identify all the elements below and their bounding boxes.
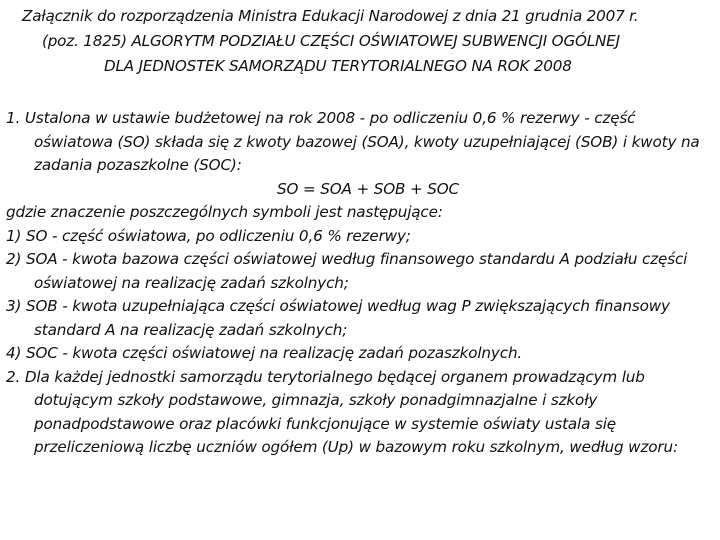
formula: SO = SOA + SOB + SOC: [277, 179, 459, 198]
paragraph-point-2: 2. Dla każdej jednostki samorządu terytorialnego będącej organem prowadzącym lub dotującym szkoły podstawowe, gimnazja, szkoły ponadgimnazjalne i szkoły ponadpodstawowe oraz placówki funkcjonujące w systemie oświaty ustala się przeliczeniową liczbę uczniów ogółem (Up) w bazowym roku szkolnym, według wzoru:: [6, 367, 678, 456]
header-line-2: (poz. 1825) ALGORYTM PODZIAŁU CZĘŚCI OŚWIATOWEJ SUBWENCJI OGÓLNEJ: [42, 32, 620, 50]
symbols-intro: gdzie znaczenie poszczególnych symboli jest następujące:: [6, 203, 443, 221]
paragraph-point-1: 1. Ustalona w ustawie budżetowej na rok 2008 - po odliczeniu 0,6 % rezerwy - część oświatowa (SO) składa się z kwoty bazowej (SOA), kwoty uzupełniającej (SOB) i kwoty na zadania pozaszkolne (SOC):: [6, 109, 700, 174]
header-line-1: Załącznik do rozporządzenia Ministra Edukacji Narodowej z dnia 21 grudnia 2007 r.: [22, 7, 639, 25]
header-line-3: DLA JEDNOSTEK SAMORZĄDU TERYTORIALNEGO NA ROK 2008: [104, 57, 572, 75]
definition-3: 3) SOB - kwota uzupełniająca części oświatowej według wag P zwiększających finansowy standard A na realizację zadań szkolnych;: [6, 297, 670, 339]
definition-2: 2) SOA - kwota bazowa części oświatowej według finansowego standardu A podziału części oświatowej na realizację zadań szkolnych;: [6, 250, 688, 292]
document-body: [0, 107, 716, 460]
document-header: [0, 4, 720, 79]
definition-1: 1) SO - część oświatowa, po odliczeniu 0,6 % rezerwy;: [6, 226, 411, 245]
definition-4: 4) SOC - kwota części oświatowej na realizację zadań pozaszkolnych.: [6, 344, 523, 362]
